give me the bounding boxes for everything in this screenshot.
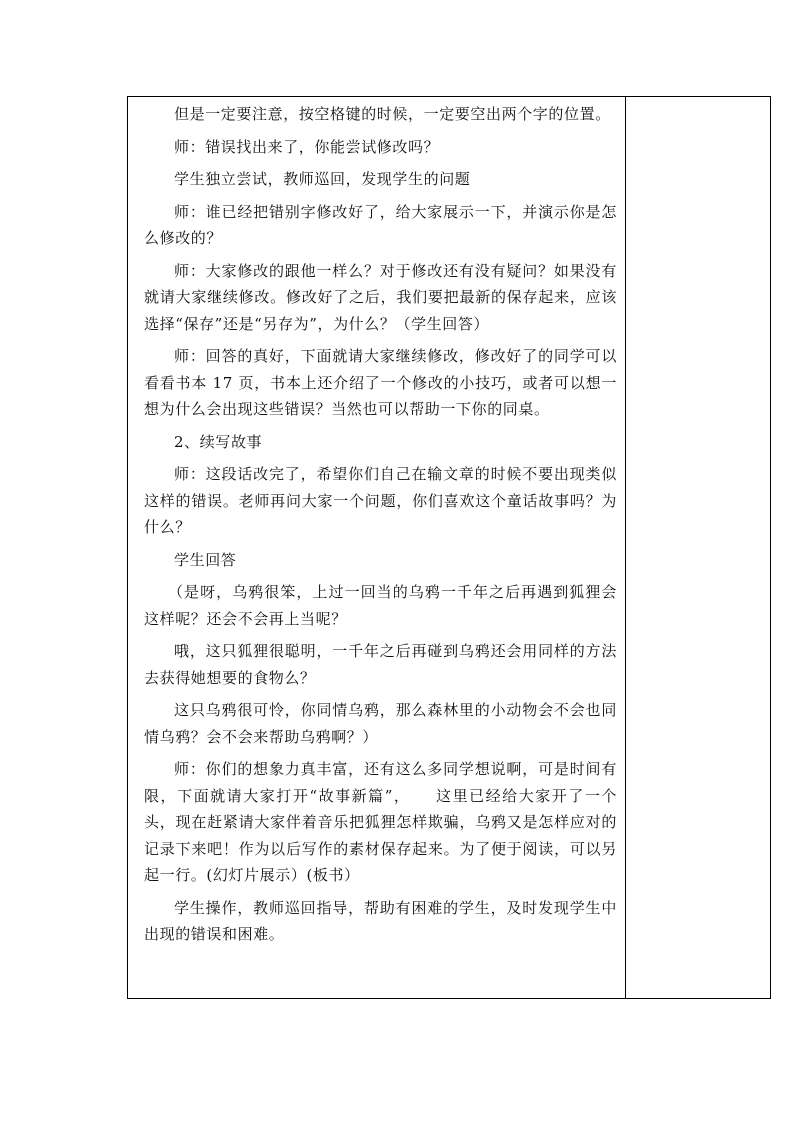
paragraph: 师：错误找出来了，你能尝试修改吗？ [174, 137, 440, 156]
paragraph: 这只乌鸦很可怜，你同情乌鸦，那么森林里的小动物会不会也同情乌鸦？会不会来帮助乌鸦啊？） [144, 701, 617, 746]
lesson-table [127, 96, 771, 999]
paragraph: 但是一定要注意，按空格键的时候，一定要空出两个字的位置。 [174, 105, 611, 123]
paragraph: 师：谁已经把错别字修改好了，给大家展示一下，并演示你是怎么修改的？ [144, 202, 617, 247]
paragraph: 学生独立尝试，教师巡回，发现学生的问题 [174, 170, 471, 188]
section-heading: 2、续写故事 [174, 432, 263, 451]
paragraph: 师：你们的想象力真丰富，还有这么多同学想说啊，可是时间有限，下面就请大家打开“故事新篇”， 这里已经给大家开了一个头，现在赶紧请大家伴着音乐把狐狸怎样欺骗，乌鸦又是怎样应对的记录下来吧！作为以后写作的素材保存起来。为了便于阅读，可以另起一行。(幻灯片展示）(板书） [144, 760, 617, 884]
paragraph: 师：大家修改的跟他一样么？对于修改还有没有疑问？如果没有就请大家继续修改。修改好了之后，我们要把最新的保存起来，应该选择“保存”还是“另存为”，为什么？（学生回答） [144, 261, 617, 333]
paragraph: 师：这段话改完了，希望你们自己在输文章的时候不要出现类似这样的错误。老师再问大家一个问题，你们喜欢这个童话故事吗？为什么？ [144, 465, 617, 536]
paragraph: （是呀，乌鸦很笨，上过一回当的乌鸦一千年之后再遇到狐狸会这样呢？还会不会再上当呢？ [144, 583, 617, 628]
paragraph: 师：回答的真好，下面就请大家继续修改，修改好了的同学可以看看书本 17 页，书本上还介绍了一个修改的小技巧，或者可以想一想为什么会出现这些错误？当然也可以帮助一下你的同桌。 [144, 347, 617, 418]
paragraph: 学生回答 [174, 550, 237, 569]
lesson-content-cell [128, 97, 625, 998]
paragraph: 哦，这只狐狸很聪明，一千年之后再碰到乌鸦还会用同样的方法去获得她想要的食物么？ [144, 642, 617, 687]
notes-cell [626, 97, 770, 998]
paragraph: 学生操作，教师巡回指导，帮助有困难的学生，及时发现学生中出现的错误和困难。 [144, 898, 617, 943]
